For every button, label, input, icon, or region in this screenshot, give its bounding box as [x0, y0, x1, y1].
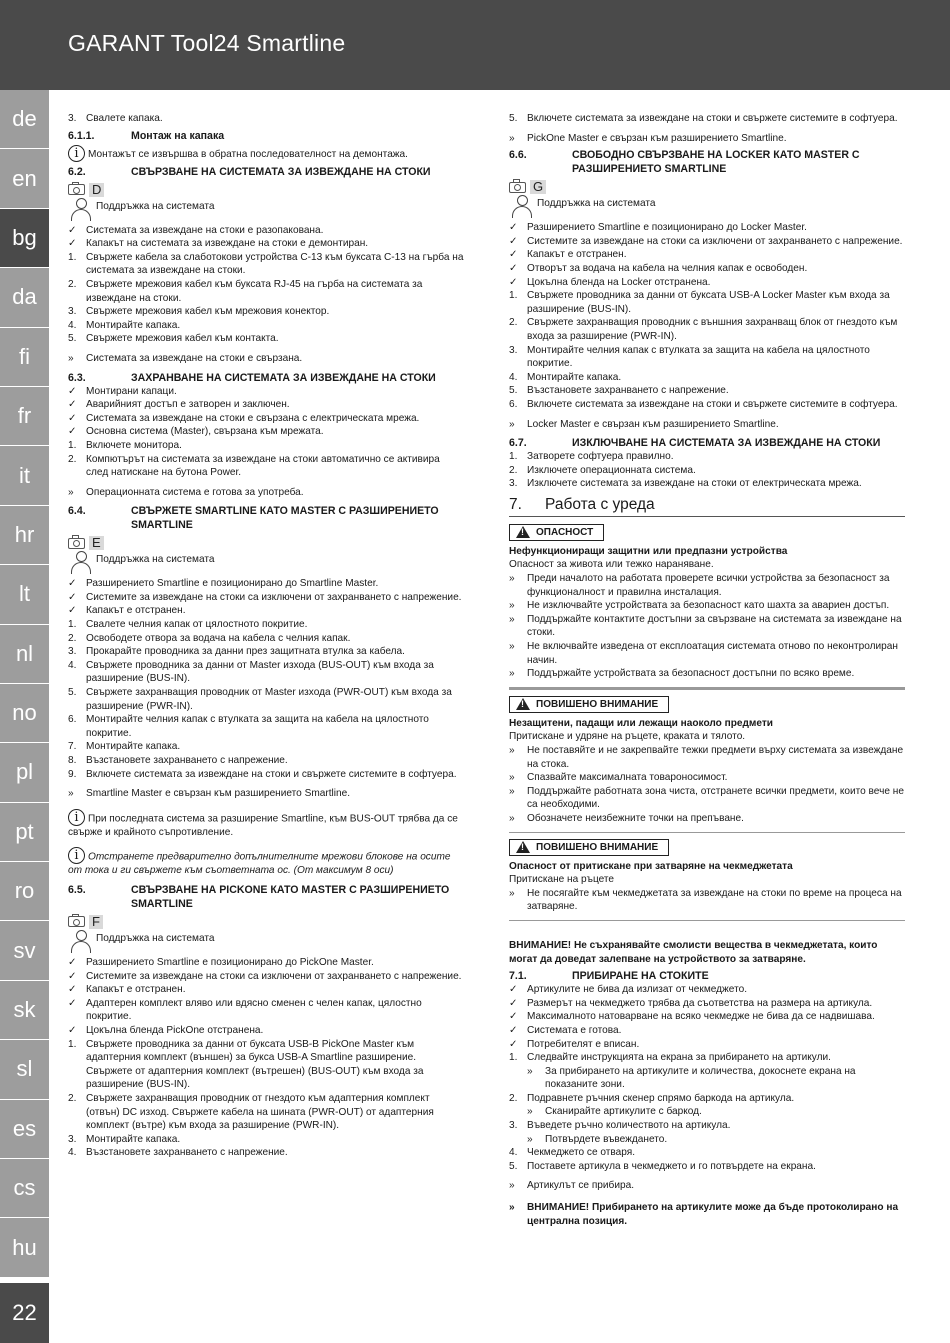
- language-tab-sl[interactable]: sl: [0, 1040, 49, 1099]
- info-icon: i: [68, 809, 85, 826]
- list-marker: 1.: [509, 290, 518, 302]
- warning-triangle-icon: [516, 841, 530, 853]
- precondition-item: ✓ Системите за извеждане на стоки са изключени от захранването с напрежение.: [68, 970, 462, 982]
- list-marker: 4.: [68, 1147, 77, 1159]
- warning-description: Притискане на ръцете: [509, 874, 615, 886]
- warning-description: Притискане и удряне на ръцете, краката и тялото.: [509, 731, 746, 743]
- precondition-item: ✓ Капакът е отстранен.: [509, 249, 627, 261]
- warning-badge: ! ПОВИШЕНО ВНИМАНИЕ: [509, 696, 669, 713]
- check-icon: ✓: [68, 956, 77, 968]
- list-marker: 5.: [68, 333, 77, 345]
- section-heading: 6.7. ИЗКЛЮЧВАНЕ НА СИСТЕМАТА ЗА ИЗВЕЖДАНЕ НА СТОКИ: [509, 437, 881, 450]
- check-icon: ✓: [509, 1038, 518, 1050]
- list-item: 8. Възстановете захранването с напрежение.: [68, 755, 288, 766]
- warning-badge: ! ОПАСНОСТ: [509, 524, 604, 541]
- section-heading: 6.5. СВЪРЗВАНЕ НА PICKONE КАТО MASTER С РАЗШИРЕНИЕТО SMARTLINE: [68, 883, 450, 910]
- list-item: 2. Свържете захранващия проводник с външния захранващ блок от гнездото към входа за разширение (PWR-IN).: [509, 317, 898, 342]
- page-number: 22: [0, 1283, 49, 1343]
- check-icon: ✓: [68, 997, 77, 1009]
- check-icon: ✓: [68, 591, 77, 603]
- precondition-item: ✓ Разширението Smartline е позиционирано до PickOne Master.: [68, 956, 374, 968]
- language-tab-pt[interactable]: pt: [0, 803, 49, 862]
- support-note: Поддръжка на системата: [68, 198, 464, 221]
- danger-warning: [509, 524, 905, 688]
- warning-title: Опасност от притискане при затваряне на чекмеджетата: [509, 860, 793, 872]
- language-sidebar: [0, 90, 49, 1278]
- info-note: i При последната система за разширение Smartline, към BUS-OUT трябва да се свърже и крайното съпротивление.: [68, 809, 458, 838]
- check-icon: ✓: [509, 235, 518, 247]
- chapter-heading: 7. Работа с уреда: [509, 495, 905, 517]
- list-marker: 2.: [68, 632, 77, 644]
- list-item: 3. Изключете системата за извеждане на стоки от електрическата мрежа.: [509, 478, 862, 490]
- precondition-item: ✓ Артикулите не бива да излизат от чекмеджето.: [509, 984, 747, 996]
- precondition-item: ✓ Системата за извеждане на стоки е свързана с електрическата мрежа.: [68, 412, 420, 424]
- check-icon: ✓: [68, 399, 77, 411]
- language-tab-da[interactable]: da: [0, 268, 49, 327]
- check-icon: ✓: [68, 412, 77, 424]
- person-icon: [68, 551, 94, 574]
- list-marker: »: [509, 812, 515, 824]
- list-item: 1. Включете монитора.: [68, 439, 182, 451]
- precondition-item: ✓ Отворът за водача на кабела на челния капак е освободен.: [509, 262, 808, 274]
- list-marker: »: [509, 573, 515, 585]
- list-item: 4. Чекмеджето се отваря.: [509, 1147, 636, 1159]
- precondition-item: ✓ Капакът на системата за извеждане на стоки е демонтиран.: [68, 238, 369, 250]
- check-icon: ✓: [68, 426, 77, 438]
- list-marker: 3.: [68, 646, 77, 658]
- info-icon: i: [68, 847, 85, 864]
- list-item: 4. Възстановете захранването с напрежение.: [68, 1147, 288, 1159]
- list-item: » Спазвайте максималната товароносимост.: [509, 772, 728, 784]
- support-note: Поддръжка на системата: [509, 195, 905, 218]
- figure-reference: G: [509, 180, 905, 194]
- list-marker: 1.: [68, 439, 77, 451]
- list-marker: 4.: [68, 319, 77, 331]
- check-icon: ✓: [509, 1011, 518, 1023]
- list-item: » Сканирайте артикулите с баркод.: [527, 1106, 702, 1118]
- support-note: Поддръжка на системата: [68, 551, 464, 574]
- list-item: 3. Монтирайте капака.: [68, 1133, 181, 1145]
- language-tab-fi[interactable]: fi: [0, 328, 49, 387]
- list-item: 1. Свържете проводника за данни от буксата USB-B PickOne Master към адаптерния комплект (външен) за букса USB-A Smartline разширение. Свържете от адаптерния комплект (вътрешен) (BUS-OUT) към входа за разширение (BUS-IN).: [68, 1038, 424, 1091]
- result-item: » Системата за извеждане на стоки е свързана.: [68, 352, 303, 364]
- list-item: » Обозначете неизбежните точки на препъване.: [509, 812, 744, 824]
- language-tab-en[interactable]: en: [0, 149, 49, 208]
- precondition-item: ✓ Максималното натоварване на всяко чекмедже не бива да се надвишава.: [509, 1011, 875, 1023]
- precondition-item: ✓ Капакът е отстранен.: [68, 605, 186, 617]
- language-tab-sv[interactable]: sv: [0, 921, 49, 980]
- precondition-item: ✓ Цокълна бленда на Locker отстранена.: [509, 276, 711, 288]
- list-marker: 3.: [509, 478, 518, 490]
- result-item: » Операционната система е готова за употреба.: [68, 486, 304, 498]
- list-marker: 6.: [68, 714, 77, 726]
- language-tab-nl[interactable]: nl: [0, 625, 49, 684]
- list-marker: 2.: [68, 1092, 77, 1104]
- attention-note: » ВНИМАНИЕ! Прибирането на артикулите може да бъде протоколирано на централна позиция.: [509, 1202, 899, 1227]
- warning-triangle-icon: [516, 698, 530, 710]
- language-tab-cs[interactable]: cs: [0, 1159, 49, 1218]
- list-item: » Поддържайте устройствата за безопасност достъпни по всяко време.: [509, 668, 855, 680]
- check-icon: ✓: [68, 605, 77, 617]
- section-heading: 6.1.1. Монтаж на капака: [68, 129, 225, 142]
- left-column: [68, 112, 464, 1160]
- camera-icon: [68, 916, 85, 927]
- list-item: 5. Възстановете захранването с напрежение.: [509, 385, 729, 397]
- list-item: » Поддържайте контактите достъпни за свързване на системата за извеждане на стоки.: [509, 613, 902, 639]
- language-tab-es[interactable]: es: [0, 1100, 49, 1159]
- list-item: 3. Въведете ръчно количеството на артикула.: [509, 1120, 731, 1132]
- list-marker: 3.: [509, 344, 518, 356]
- list-item: 4. Монтирайте капака.: [68, 319, 181, 331]
- list-item: 6. Включете системата за извеждане на стоки и свържете системите в софтуера.: [509, 398, 898, 410]
- person-icon: [509, 195, 535, 218]
- list-item: 3. Свържете мрежовия кабел към мрежовия конектор.: [68, 306, 330, 318]
- list-item: 3. Прокарайте проводника за данни през защитната втулка за кабела.: [68, 646, 405, 658]
- language-tab-hr[interactable]: hr: [0, 506, 49, 565]
- section-heading: 6.4. СВЪРЖЕТЕ SMARTLINE КАТО MASTER С РАЗШИРЕНИЕТО SMARTLINE: [68, 505, 439, 532]
- list-item: » Не изключвайте устройствата за безопасност като шахта за авариен достъп.: [509, 600, 890, 612]
- precondition-item: ✓ Капакът е отстранен.: [68, 984, 186, 996]
- list-marker: 3.: [68, 306, 77, 318]
- list-item: 3. Монтирайте челния капак с втулката за защита на кабела на цялостното покритие.: [509, 344, 870, 370]
- check-icon: ✓: [509, 262, 518, 274]
- warning-description: Опасност за живота или тежко нараняване.: [509, 559, 714, 571]
- precondition-item: ✓ Потребителят е вписан.: [509, 1038, 640, 1050]
- list-item: » Преди началото на работата проверете всички устройства за безопасност за функционалност и правилна инсталация.: [509, 573, 890, 598]
- list-item: 2. Свържете мрежовия кабел към буксата RJ-45 на гърба на системата за извеждане на стоки.: [68, 278, 423, 304]
- check-icon: ✓: [68, 385, 77, 397]
- right-column: [509, 112, 905, 1228]
- list-item: » Не включвайте изведена от експлоатация системата отново по неконтролиран начин.: [509, 641, 898, 666]
- section-heading: 7.1. ПРИБИРАНЕ НА СТОКИТЕ: [509, 970, 709, 983]
- list-item: » Потвърдете въвеждането.: [527, 1133, 668, 1145]
- list-marker: 2.: [509, 317, 518, 329]
- list-item: 2. Свържете захранващия проводник от гнездото към адаптерния комплект (отвън) DC изход. Свържете кабела на шината (PWR-OUT) от адаптерния комплект (вътре) към входа за разширение (PWR-IN).: [68, 1092, 434, 1132]
- warning-triangle-icon: [516, 526, 530, 538]
- language-tab-hu[interactable]: hu: [0, 1218, 49, 1277]
- precondition-item: ✓ Системите за извеждане на стоки са изключени от захранването с напрежение.: [68, 591, 462, 603]
- check-icon: ✓: [509, 997, 518, 1009]
- check-icon: ✓: [509, 222, 518, 234]
- list-marker: 5.: [509, 113, 518, 124]
- list-marker: »: [509, 745, 515, 756]
- check-icon: ✓: [68, 578, 77, 590]
- language-tab-ro[interactable]: ro: [0, 862, 49, 921]
- check-icon: ✓: [68, 984, 77, 996]
- figure-reference: D: [68, 183, 464, 197]
- list-marker: 6.: [509, 398, 518, 410]
- warning-title: Нефункциониращи защитни или предпазни устройства: [509, 545, 788, 557]
- precondition-item: ✓ Системата е готова.: [509, 1024, 622, 1036]
- list-item: 6. Монтирайте челния капак с втулката за защита на кабела на цялостното покритие.: [68, 714, 429, 739]
- warning-title: Незащитени, падащи или лежащи наоколо предмети: [509, 717, 773, 729]
- list-marker: 3.: [68, 1133, 77, 1145]
- list-item: 4. Свържете проводника за данни от Master изхода (BUS-OUT) към входа за разширение (BUS-IN).: [68, 659, 434, 685]
- caution-warning: [509, 688, 905, 833]
- list-item: » Не посягайте към чекмеджетата за извеждане на стоки по време на процеса на затваряне.: [509, 887, 902, 913]
- list-item: » Поддържайте работната зона чиста, отстранете всички предмети, които вече не са необходими.: [509, 785, 904, 811]
- list-marker: »: [509, 772, 515, 784]
- camera-icon: [68, 538, 85, 549]
- camera-icon: [68, 184, 85, 195]
- list-item: 1. Свържете кабела за слаботокови устройства C-13 към буксата C-13 на гърба на системата за извеждане на стоки.: [68, 251, 464, 277]
- list-marker: »: [509, 613, 515, 625]
- page-header: [0, 0, 950, 90]
- camera-icon: [509, 182, 526, 193]
- language-tab-bg[interactable]: bg: [0, 209, 49, 268]
- check-icon: ✓: [68, 1024, 77, 1036]
- list-marker: »: [509, 668, 515, 680]
- precondition-item: ✓ Разширението Smartline е позиционирано до Locker Master.: [509, 222, 807, 234]
- check-icon: ✓: [68, 238, 77, 250]
- section-heading: 6.2. СВЪРЗВАНЕ НА СИСТЕМАТА ЗА ИЗВЕЖДАНЕ НА СТОКИ: [68, 165, 431, 178]
- check-icon: ✓: [509, 984, 518, 996]
- list-item: 1. Свалете челния капак от цялостното покритие.: [68, 619, 308, 631]
- list-marker: 2.: [509, 464, 518, 476]
- list-item: 4. Монтирайте капака.: [509, 371, 622, 383]
- language-tab-no[interactable]: no: [0, 684, 49, 743]
- section-heading: 6.6. СВОБОДНО СВЪРЗВАНЕ НА LOCKER КАТО MASTER С РАЗШИРЕНИЕТО SMARTLINE: [509, 149, 860, 176]
- precondition-item: ✓ Аварийният достъп е затворен и заключен.: [68, 399, 290, 411]
- info-note: i Отстранете предварително допълнителните мрежови блокове на осите от тока и ги свържете към съответната ос. (От максимум 8 оси): [68, 848, 451, 877]
- support-note: Поддръжка на системата: [68, 930, 464, 953]
- info-note: i Монтажът се извършва в обратна последователност на демонтажа.: [68, 145, 464, 162]
- result-item: » Locker Master е свързан към разширението Smartline.: [509, 418, 779, 430]
- language-tab-sk[interactable]: sk: [0, 981, 49, 1040]
- precondition-item: ✓ Системите за извеждане на стоки са изключени от захранването с напрежение.: [509, 235, 903, 247]
- list-marker: 1.: [68, 1038, 77, 1050]
- precondition-item: ✓ Основна система (Master), свързана към мрежата.: [68, 426, 324, 438]
- list-item: 3. Свалете капака.: [68, 113, 163, 124]
- person-icon: [68, 930, 94, 953]
- list-item: 5. Поставете артикула в чекмеджето и го потвърдете на екрана.: [509, 1160, 816, 1172]
- list-marker: »: [509, 641, 515, 653]
- section-heading: 6.3. ЗАХРАНВАНЕ НА СИСТЕМАТА ЗА ИЗВЕЖДАНЕ НА СТОКИ: [68, 371, 436, 384]
- list-item: 2. Изключете операционната система.: [509, 464, 696, 476]
- check-icon: ✓: [509, 1024, 518, 1036]
- info-icon: i: [68, 145, 85, 162]
- list-marker: »: [509, 600, 515, 612]
- result-item: » Артикулът се прибира.: [509, 1180, 634, 1192]
- list-item: 1. Затворете софтуера правилно.: [509, 451, 674, 463]
- result-item: » Smartline Master е свързан към разширението Smartline.: [68, 788, 351, 800]
- document-title: GARANT Tool24 Smartline: [68, 30, 346, 56]
- list-item: 2. Освободете отвора за водача на кабела с челния капак.: [68, 632, 351, 644]
- caution-warning: [509, 833, 905, 921]
- language-tab-de[interactable]: de: [0, 90, 49, 149]
- list-marker: 1.: [509, 451, 518, 463]
- list-item: 5. Свържете захранващия проводник от Master изхода (PWR-OUT) към входа за разширение (PWR-IN).: [68, 687, 452, 712]
- list-marker: 9.: [68, 768, 77, 780]
- list-marker: 7.: [68, 741, 77, 753]
- list-item: » За прибирането на артикулите и количества, докоснете екрана на показаните зони.: [527, 1065, 856, 1091]
- list-marker: 5.: [68, 687, 77, 699]
- figure-reference: E: [68, 536, 464, 550]
- precondition-item: ✓ Адаптерен комплект вляво или вдясно сменен с челен капак, цялостно покритие.: [68, 997, 422, 1023]
- attention-note: ВНИМАНИЕ! Не съхранявайте смолисти вещества в чекмеджетата, които могат да доведат залепване на устройството за затваряне.: [509, 939, 878, 965]
- result-item: » PickOne Master е свързан към разширението Smartline.: [509, 132, 787, 144]
- list-marker: 5.: [509, 385, 518, 397]
- language-tab-it[interactable]: it: [0, 446, 49, 505]
- list-item: 7. Монтирайте капака.: [68, 741, 181, 753]
- list-item: 1. Следвайте инструкцията на екрана за прибирането на артикули.: [509, 1052, 831, 1064]
- check-icon: ✓: [68, 224, 77, 236]
- precondition-item: ✓ Монтирани капаци.: [68, 385, 177, 397]
- list-item: 9. Включете системата за извеждане на стоки и свържете системите в софтуера.: [68, 768, 457, 780]
- person-icon: [68, 198, 94, 221]
- precondition-item: ✓ Размерът на чекмеджето трябва да съответства на размера на артикула.: [509, 997, 873, 1009]
- figure-reference: F: [68, 915, 464, 929]
- list-item: 5. Свържете мрежовия кабел към контакта.: [68, 333, 279, 345]
- warning-badge: ! ПОВИШЕНО ВНИМАНИЕ: [509, 839, 669, 856]
- list-marker: 4.: [68, 659, 77, 671]
- list-marker: 1.: [68, 619, 77, 631]
- check-icon: ✓: [509, 249, 518, 261]
- list-marker: »: [509, 887, 515, 899]
- list-marker: 2.: [68, 453, 77, 465]
- check-icon: ✓: [68, 970, 77, 982]
- language-tab-pl[interactable]: pl: [0, 743, 49, 802]
- list-marker: 4.: [509, 371, 518, 383]
- list-marker: 2.: [68, 278, 77, 290]
- precondition-item: ✓ Системата за извеждане на стоки е разопакована.: [68, 224, 324, 236]
- list-item: 1. Свържете проводника за данни от буксата USB-A Locker Master към входа за разширение (BUS-IN).: [509, 290, 890, 315]
- language-tab-lt[interactable]: lt: [0, 565, 49, 624]
- precondition-item: ✓ Разширението Smartline е позиционирано до Smartline Master.: [68, 578, 379, 590]
- list-item: 2. Подравнете ръчния скенер спрямо баркода на артикула.: [509, 1092, 795, 1104]
- language-tab-fr[interactable]: fr: [0, 387, 49, 446]
- list-item: 5. Включете системата за извеждане на стоки и свържете системите в софтуера.: [509, 113, 898, 124]
- precondition-item: ✓ Цокълна бленда PickOne отстранена.: [68, 1024, 264, 1036]
- list-item: » Не поставяйте и не закрепвайте тежки предмети върху системата за извеждане на стока.: [509, 745, 904, 770]
- check-icon: ✓: [509, 276, 518, 288]
- list-marker: 8.: [68, 755, 77, 766]
- list-marker: »: [509, 785, 515, 797]
- list-marker: 1.: [68, 251, 77, 263]
- list-item: 2. Компютърът на системата за извеждане на стоки автоматично се активира след натискане на бутона Power.: [68, 453, 440, 479]
